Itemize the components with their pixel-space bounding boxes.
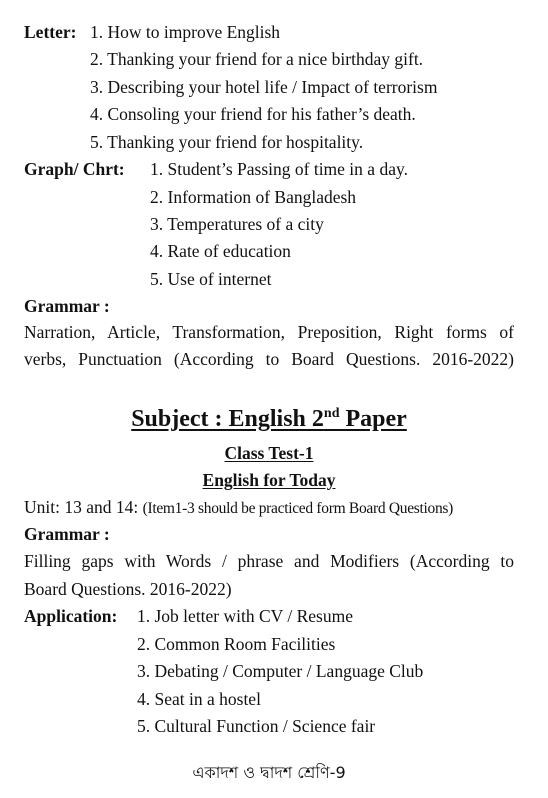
book-label: English for Today [202, 470, 336, 490]
graph-item: 3. Temperatures of a city [150, 214, 324, 234]
grammar-line: verbs, Punctuation (According to Board Questions. 2016-2022) [24, 349, 514, 369]
grammar-line: Filling gaps with Words / phrase and Modifiers (According to [24, 551, 514, 571]
grammar-heading: Grammar : [24, 296, 110, 316]
grammar-line: Board Questions. 2016-2022) [24, 579, 232, 599]
unit-main: Unit: 13 and 14: [24, 497, 143, 517]
letter-item: 4. Consoling your friend for his father’s death. [90, 104, 416, 124]
grammar-line: Narration, Article, Transformation, Preposition, Right forms of [24, 322, 514, 342]
graph-heading: Graph/ Chrt: [24, 159, 125, 179]
class-test-heading [0, 442, 538, 464]
graph-item: 2. Information of Bangladesh [150, 187, 357, 207]
graph-item: 1. Student’s Passing of time in a day. [150, 159, 408, 179]
letter-heading: Letter: [24, 22, 77, 42]
application-heading: Application: [24, 606, 118, 626]
subject-title-prefix: Subject : English 2 [131, 406, 324, 432]
grammar-heading: Grammar : [24, 524, 110, 544]
application-item: 1. Job letter with CV / Resume [137, 606, 353, 626]
subject-title-suffix: Paper [339, 406, 407, 432]
unit-line [24, 496, 453, 520]
subject-title [0, 404, 538, 434]
application-item: 5. Cultural Function / Science fair [137, 716, 376, 736]
graph-item: 4. Rate of education [150, 241, 291, 261]
letter-item: 3. Describing your hotel life / Impact of terrorism [90, 77, 438, 97]
graph-item: 5. Use of internet [150, 269, 272, 289]
class-test-label: Class Test-1 [224, 443, 314, 463]
unit-note: (Item1-3 should be practiced form Board Questions) [142, 500, 454, 517]
application-item: 2. Common Room Facilities [137, 634, 336, 654]
letter-item: 5. Thanking your friend for hospitality. [90, 132, 364, 152]
letter-item: 1. How to improve English [90, 22, 281, 42]
subject-title-sup: nd [323, 406, 340, 421]
application-item: 4. Seat in a hostel [137, 689, 261, 709]
page-footer: একাদশ ও দ্বাদশ শ্রেণি-9 [192, 763, 346, 782]
application-item: 3. Debating / Computer / Language Club [137, 661, 424, 681]
book-heading [0, 469, 538, 491]
letter-item: 2. Thanking your friend for a nice birthday gift. [90, 49, 424, 69]
